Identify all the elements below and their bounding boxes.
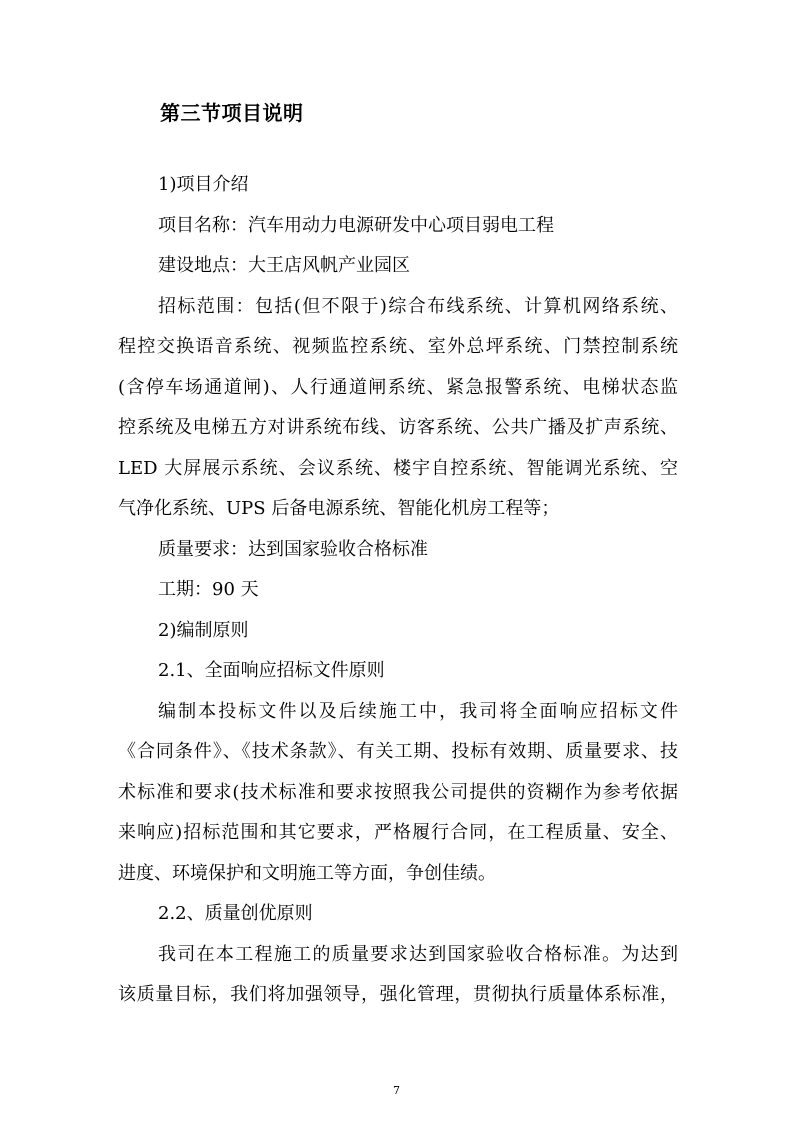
- paragraph-line: 项目名称：汽车用动力电源研发中心项目弱电工程: [158, 214, 554, 236]
- paragraph-line: 气净化系统、UPS 后备电源系统、智能化机房工程等；: [118, 498, 560, 519]
- paragraph-line: 建设地点：大王店风帆产业园区: [158, 255, 410, 276]
- subsection-title: 2.1、全面响应招标文件原则: [158, 660, 385, 681]
- subsection-title: 2)编制原则: [158, 619, 249, 641]
- paragraph-line: 进度、环境保护和文明施工等方面，争创佳绩。: [118, 862, 496, 884]
- subsection-title: 1)项目介绍: [158, 174, 249, 195]
- page-number: 7: [393, 1084, 400, 1097]
- paragraph-line: 编制本投标文件以及后续施工中，我司将全面响应招标文件: [158, 700, 678, 722]
- section-heading: 第三节项目说明: [160, 101, 304, 125]
- paragraph-line: 《合同条件》、《技术条款》、有关工期、投标有效期、质量要求、技: [118, 741, 678, 762]
- subsection-title: 2.2、质量创优原则: [158, 903, 313, 924]
- paragraph-line: 术标准和要求(技术标准和要求按照我公司提供的资糊作为参考依据: [118, 781, 678, 803]
- body-text: [118, 165, 678, 1016]
- paragraph-line: 质量要求：达到国家验收合格标准: [158, 538, 428, 560]
- paragraph-line: 该质量目标，我们将加强领导，强化管理，贯彻执行质量体系标准，: [118, 984, 678, 1005]
- paragraph-line: 控系统及电梯五方对讲系统布线、访客系统、公共广播及扩声系统、: [118, 417, 678, 438]
- paragraph-line: 招标范围：包括(但不限于)综合布线系统、计算机网络系统、: [158, 295, 678, 317]
- paragraph-line: (含停车场通道闸)、人行通道闸系统、紧急报警系统、电梯状态监: [118, 376, 678, 398]
- paragraph-line: 程控交换语音系统、视频监控系统、室外总坪系统、门禁控制系统: [118, 336, 678, 357]
- paragraph-line: 我司在本工程施工的质量要求达到国家验收合格标准。为达到: [158, 943, 678, 965]
- paragraph-line: LED 大屏展示系统、会议系统、楼宇自控系统、智能调光系统、空: [118, 457, 678, 479]
- paragraph-line: 来响应)招标范围和其它要求，严格履行合同，在工程质量、安全、: [118, 822, 678, 843]
- paragraph-line: 工期：90 天: [158, 579, 259, 600]
